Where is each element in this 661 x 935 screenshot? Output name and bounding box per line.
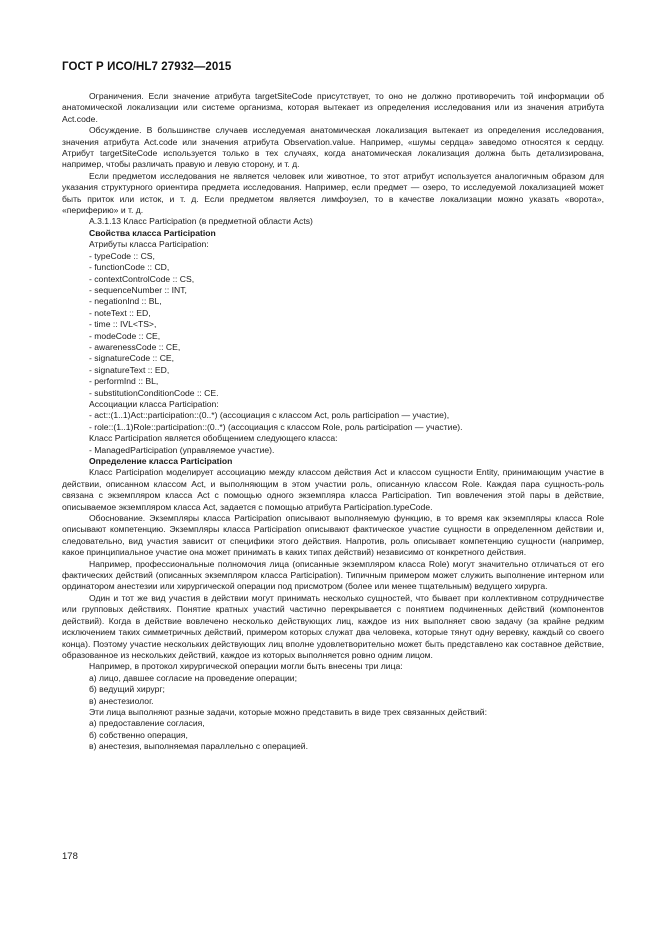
- paragraph-multiple-participation: Один и тот же вид участия в действии могут принимать несколько сущностей, что бывает при коллективном сотрудничестве или групповых действиях. Понятие кратных участий частично перекрывается с понятием подчиненных действий (компонентов действий). Когда в действие вовлечено несколько действующих лиц, каждое из них выполняет свою задачу (за крайне редким исключением таких симметричных действий, примером которых служат два человека, которые тянут одну веревку, каждый со своего конца). Поэтому участие нескольких действующих лиц вполне удовлетворительно может быть представлено как составное действие, образованное из нескольких действий, каждое из которых выполняется ровно одним лицом.: [62, 592, 604, 660]
- list-item: - performInd :: BL,: [89, 376, 159, 387]
- tasks-intro: Эти лица выполняют разные задачи, которые можно представить в виде трех связанных действий:: [89, 706, 487, 717]
- paragraph-restrictions: Ограничения. Если значение атрибута targetSiteCode присутствует, то оно не должно противоречить той информации об анатомической локализации или системе организма, которая вытекает из определения исследования или из значения атрибута Act.code.: [62, 91, 604, 124]
- list-item: - functionCode :: CD,: [89, 262, 170, 273]
- list-item: - typeCode :: CS,: [89, 250, 155, 261]
- list-item: - signatureCode :: CE,: [89, 353, 175, 364]
- list-item: - awarenessCode :: CE,: [89, 341, 181, 352]
- list-item: б) ведущий хирург;: [89, 684, 165, 695]
- body-text: [62, 91, 604, 753]
- list-item: - contextControlCode :: CS,: [89, 273, 195, 284]
- paragraph-example-authority: Например, профессиональные полномочия лица (описанные экземпляром класса Role) могут значительно отличаться от его фактических действий (описанных экземпляром класса Participation). Типичным примером может служить выполнение интерном или ординатором анестезии или хирургической операции под присмотром (более или менее тщательным) ведущего хирурга.: [62, 558, 604, 592]
- list-item: - signatureText :: ED,: [89, 364, 170, 375]
- list-item: - act::(1..1)Act::participation::(0..*) (ассоциация с классом Act, роль participation — участие),: [89, 410, 450, 421]
- subsection-title-properties: Свойства класса Participation: [89, 227, 216, 238]
- list-item: - substitutionConditionCode :: CE.: [89, 387, 219, 398]
- subsection-title-definition: Определение класса Participation: [89, 456, 233, 466]
- paragraph-rationale: Обоснование. Экземпляры класса Participation описывают выполняемую функцию, в то время как экземпляры класса Role описывают компетенцию. Экземпляры класса Participation описывают фактическое участие сущности в определенном действии и, следовательно, вид участия зависит от специфики этого действия. Напротив, роль описывает компетенцию сущности (например, какое принципиальное участие она может принимать в каких типах действий) независимо от конкретного действия.: [62, 513, 604, 558]
- list-item: - negationInd :: BL,: [89, 296, 162, 307]
- generalization-intro: Класс Participation является обобщением следующего класса:: [89, 433, 338, 444]
- attributes-intro: Атрибуты класса Participation:: [89, 239, 209, 250]
- section-heading: А.3.1.13 Класс Participation (в предметной области Acts): [89, 216, 313, 227]
- list-item: - ManagedParticipation (управляемое участие).: [89, 444, 275, 455]
- list-item: - time :: IVL<TS>,: [89, 319, 157, 330]
- list-item: в) анестезиолог.: [89, 695, 154, 706]
- list-item: в) анестезия, выполняемая параллельно с операцией.: [89, 741, 308, 752]
- list-item: а) лицо, давшее согласие на проведение операции;: [89, 672, 297, 683]
- paragraph-non-human-subject: Если предметом исследования не является человек или животное, то этот атрибут используется аналогичным образом для указания структурного ориентира предмета исследования. Например, если предмет — озеро, то исследуемой локализацией может быть приток или исток, и т. д. Если предметом является лимфоузел, то в качестве локализации можно указать «ворота», «периферию» и т. д.: [62, 170, 604, 216]
- list-item: - noteText :: ED,: [89, 307, 151, 318]
- associations-intro: Ассоциации класса Participation:: [89, 398, 219, 409]
- list-item: б) собственно операция,: [89, 729, 188, 740]
- paragraph-discussion: Обсуждение. В большинстве случаев исследуемая анатомическая локализация вытекает из определения исследования, значения атрибута Act.code или значения атрибута Observation.value. Например, «шумы сердца» заведомо относятся к сердцу. Атрибут targetSiteCode используется только в тех случаях, когда анатомическая локализация должна быть детализирована, например, чтобы различать правую и левую сторону, и т. д.: [62, 125, 604, 170]
- paragraph-definition: Класс Participation моделирует ассоциацию между классом действия Act и классом сущности Entity, принимающим участие в действии, описанном классом Act, и выполняющим в этом участии роль, описанную классом Role. Каждая пара сущность-роль связана с экземпляром класса Act с помощью одного экземпляра класса Participation. Тип вовлечения этой пары в действие, описываемое экземпляром класса Act, задается с помощью атрибута Participation.typeCode.: [62, 467, 604, 512]
- example-intro: Например, в протокол хирургической операции могли быть внесены три лица:: [89, 661, 403, 672]
- page-number: 178: [62, 851, 78, 862]
- list-item: а) предоставление согласия,: [89, 718, 205, 729]
- list-item: - role::(1..1)Role::participation::(0..*) (ассоциация с классом Role, роль participation — участие).: [89, 421, 463, 432]
- list-item: - sequenceNumber :: INT,: [89, 284, 187, 295]
- standard-designation-header: ГОСТ Р ИСО/HL7 27932—2015: [62, 61, 232, 73]
- list-item: - modeCode :: CE,: [89, 330, 161, 341]
